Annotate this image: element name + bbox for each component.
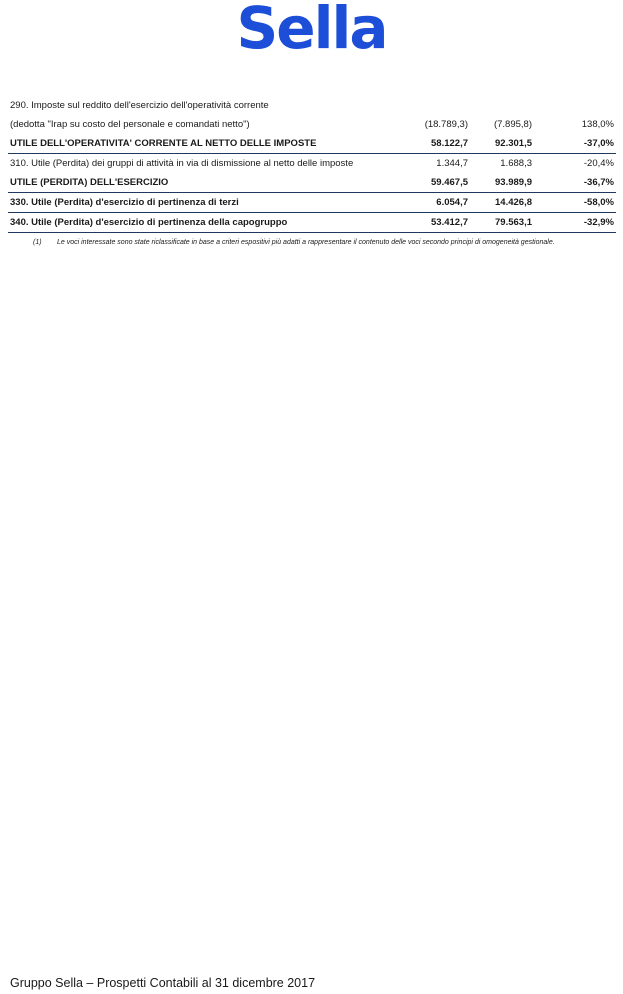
table-row-total xyxy=(8,213,616,233)
sella-logo: Sella xyxy=(236,0,387,62)
value-2017: 58.122,7 xyxy=(431,138,468,149)
page-footer: Gruppo Sella – Prospetti Contabili al 31 dicembre 2017 xyxy=(10,976,316,990)
value-2016: 93.989,9 xyxy=(495,177,532,188)
value-2016: 79.563,1 xyxy=(495,217,532,228)
value-change: 138,0% xyxy=(581,119,614,130)
row-label: 330. Utile (Perdita) d'esercizio di pertinenza di terzi xyxy=(10,197,239,208)
table-row-total xyxy=(8,193,616,213)
table-row-total xyxy=(8,173,616,193)
value-2016: 14.426,8 xyxy=(495,197,532,208)
table-row-total xyxy=(8,134,616,154)
value-2016: (7.895,8) xyxy=(493,119,532,130)
value-2016: 1.688,3 xyxy=(500,158,532,169)
value-change: -37,0% xyxy=(583,138,614,149)
table-row xyxy=(8,115,616,134)
value-2017: 59.467,5 xyxy=(431,177,468,188)
value-2016: 92.301,5 xyxy=(495,138,532,149)
value-2017: 6.054,7 xyxy=(436,197,468,208)
value-change: -58,0% xyxy=(583,197,614,208)
value-2017: 1.344,7 xyxy=(436,158,468,169)
row-label: (dedotta "Irap su costo del personale e comandati netto") xyxy=(10,119,250,130)
value-change: -20,4% xyxy=(583,158,614,169)
footnote-text: Le voci interessate sono state riclassificate in base a criteri espositivi più adatti a rappresentare il contenuto delle voci secondo principi di omogeneità gestionale. xyxy=(57,239,555,246)
row-label: 340. Utile (Perdita) d'esercizio di pertinenza della capogruppo xyxy=(10,217,288,228)
footnote-number: (1) xyxy=(33,239,42,246)
table-row xyxy=(8,154,616,173)
row-label: 290. Imposte sul reddito dell'esercizio dell'operatività corrente xyxy=(10,100,269,111)
row-label: UTILE (PERDITA) DELL'ESERCIZIO xyxy=(10,177,169,188)
income-statement-table xyxy=(8,96,616,233)
value-change: -32,9% xyxy=(583,217,614,228)
value-2017: 53.412,7 xyxy=(431,217,468,228)
value-2017: (18.789,3) xyxy=(424,119,468,130)
row-label: 310. Utile (Perdita) dei gruppi di attività in via di dismissione al netto delle imposte xyxy=(10,158,354,169)
table-row xyxy=(8,96,616,115)
value-change: -36,7% xyxy=(583,177,614,188)
row-label: UTILE DELL'OPERATIVITA' CORRENTE AL NETTO DELLE IMPOSTE xyxy=(10,138,317,149)
